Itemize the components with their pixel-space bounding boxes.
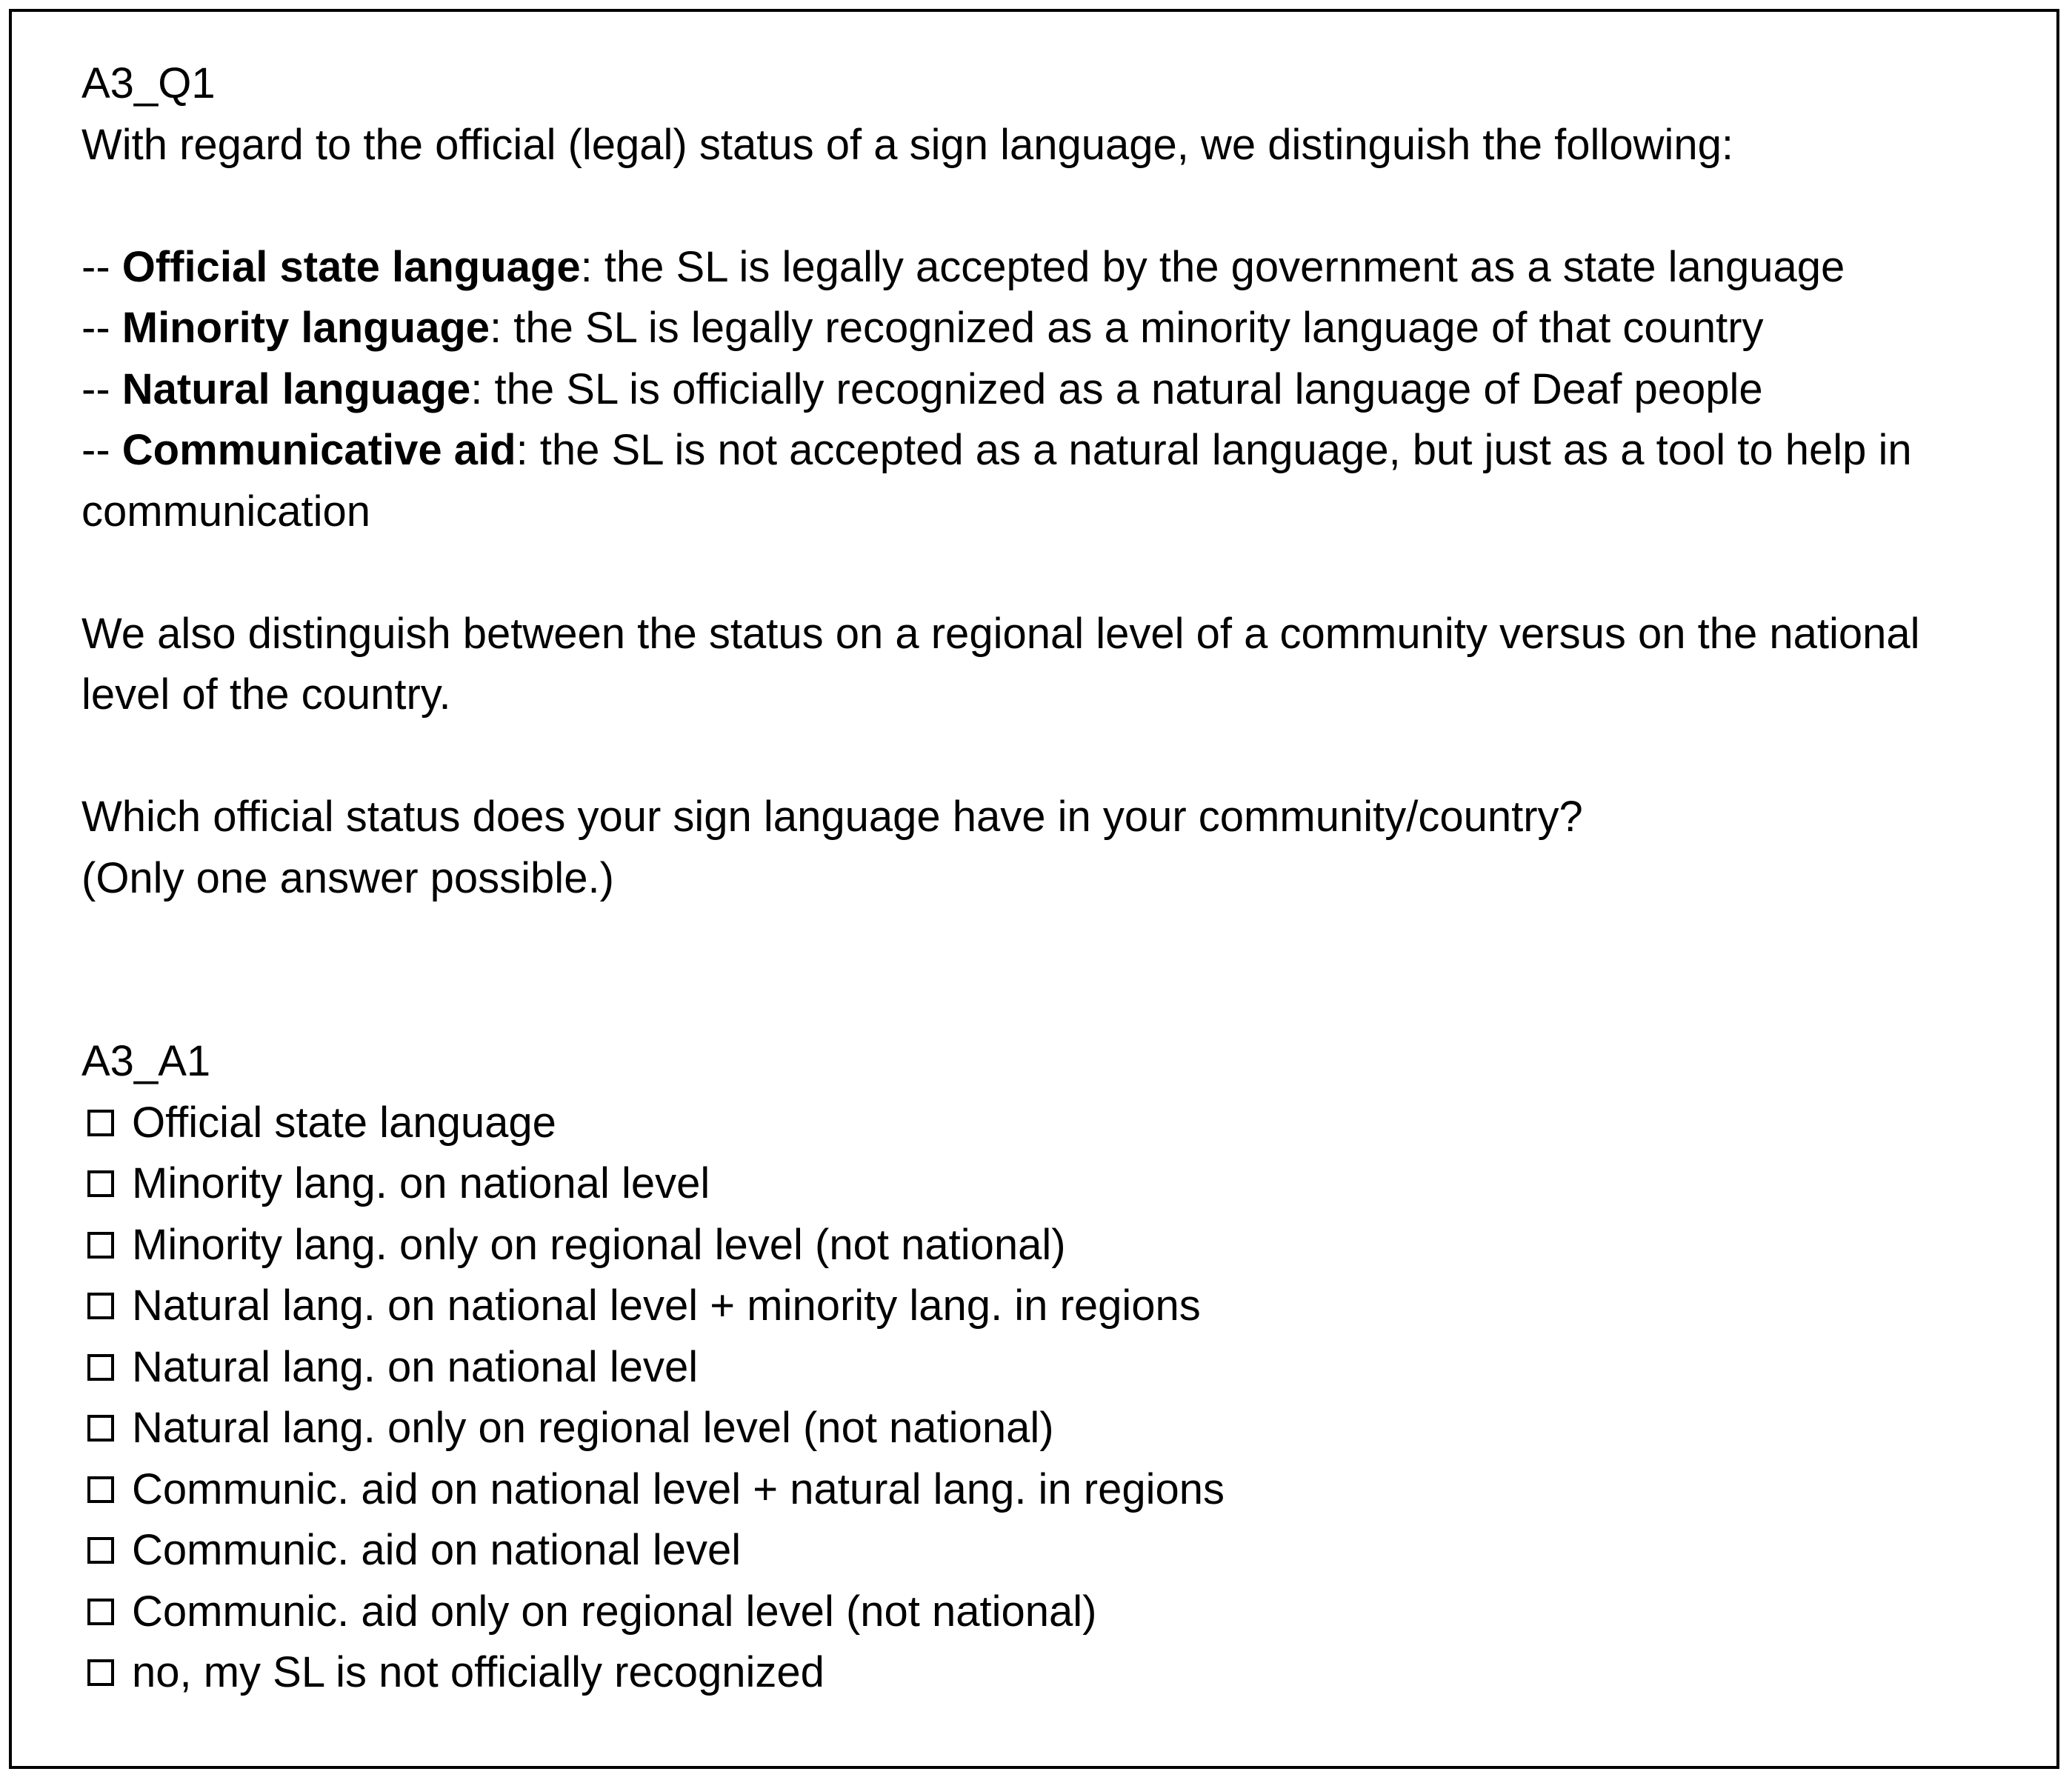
checkbox-icon[interactable] — [87, 1232, 114, 1259]
option-not-recognized[interactable] — [81, 1642, 2008, 1704]
spacer — [81, 176, 2008, 237]
option-natural-national[interactable] — [81, 1337, 2008, 1399]
checkbox-icon[interactable] — [87, 1415, 114, 1442]
option-label: Natural lang. only on regional level (not national) — [132, 1404, 1054, 1452]
definition-prefix: -- — [81, 304, 122, 352]
definition-term: Minority language — [121, 304, 490, 352]
definition-prefix: -- — [81, 364, 122, 413]
question-intro: With regard to the official (legal) status of a sign language, we distinguish the following: — [81, 120, 1733, 169]
checkbox-icon[interactable] — [87, 1293, 114, 1319]
checkbox-icon[interactable] — [87, 1110, 114, 1136]
definition-term: Natural language — [121, 364, 471, 413]
option-aid-regional[interactable] — [81, 1582, 2008, 1643]
definition-official-state — [81, 237, 2008, 299]
spacer — [81, 726, 2008, 787]
definition-text: : the SL is legally accepted by the government as a state language — [580, 242, 1845, 291]
option-label: Minority lang. only on regional level (not national) — [132, 1220, 1066, 1269]
option-label: Natural lang. on national level + minority lang. in regions — [132, 1282, 1201, 1330]
definition-term: Official state language — [121, 242, 581, 291]
spacer — [81, 542, 2008, 604]
option-official-state-language[interactable] — [81, 1093, 2008, 1154]
questionnaire-content — [81, 53, 2008, 1704]
checkbox-icon[interactable] — [87, 1476, 114, 1503]
definition-text: : the SL is legally recognized as a minority language of that country — [490, 304, 1764, 352]
checkbox-icon[interactable] — [87, 1599, 114, 1625]
definition-text: : the SL is not accepted as a natural language, but just as a tool to help in communication — [81, 426, 1912, 536]
answer-id: A3_A1 — [81, 1037, 211, 1085]
option-natural-national-minority-regions[interactable] — [81, 1276, 2008, 1337]
option-label: Natural lang. on national level — [132, 1342, 699, 1391]
option-natural-regional[interactable] — [81, 1398, 2008, 1459]
checkbox-icon[interactable] — [87, 1354, 114, 1381]
checkbox-icon[interactable] — [87, 1170, 114, 1197]
question-prompt: Which official status does your sign language have in your community/country? — [81, 793, 1583, 841]
option-minority-regional[interactable] — [81, 1215, 2008, 1276]
option-label: no, my SL is not officially recognized — [132, 1648, 825, 1696]
checkbox-icon[interactable] — [87, 1659, 114, 1686]
definition-text: : the SL is officially recognized as a natural language of Deaf people — [470, 364, 1763, 413]
option-aid-national-natural-regions[interactable] — [81, 1459, 2008, 1521]
checkbox-icon[interactable] — [87, 1537, 114, 1564]
definition-natural — [81, 359, 2008, 421]
regional-national-note: We also distinguish between the status on a regional level of a community versus on the national level of the country. — [81, 609, 1920, 719]
option-label: Minority lang. on national level — [132, 1159, 710, 1207]
definition-term: Communicative aid — [121, 426, 516, 474]
option-aid-national[interactable] — [81, 1520, 2008, 1582]
spacer — [81, 909, 2008, 1031]
question-id: A3_Q1 — [81, 59, 216, 107]
option-minority-national[interactable] — [81, 1153, 2008, 1215]
definition-minority — [81, 298, 2008, 359]
definition-communicative-aid — [81, 420, 1963, 542]
option-label: Communic. aid on national level — [132, 1526, 742, 1574]
option-label: Official state language — [132, 1098, 556, 1147]
definition-prefix: -- — [81, 426, 122, 474]
option-label: Communic. aid on national level + natural lang. in regions — [132, 1464, 1225, 1513]
option-label: Communic. aid only on regional level (not national) — [132, 1587, 1097, 1636]
definition-prefix: -- — [81, 242, 122, 291]
answer-instruction: (Only one answer possible.) — [81, 853, 614, 902]
